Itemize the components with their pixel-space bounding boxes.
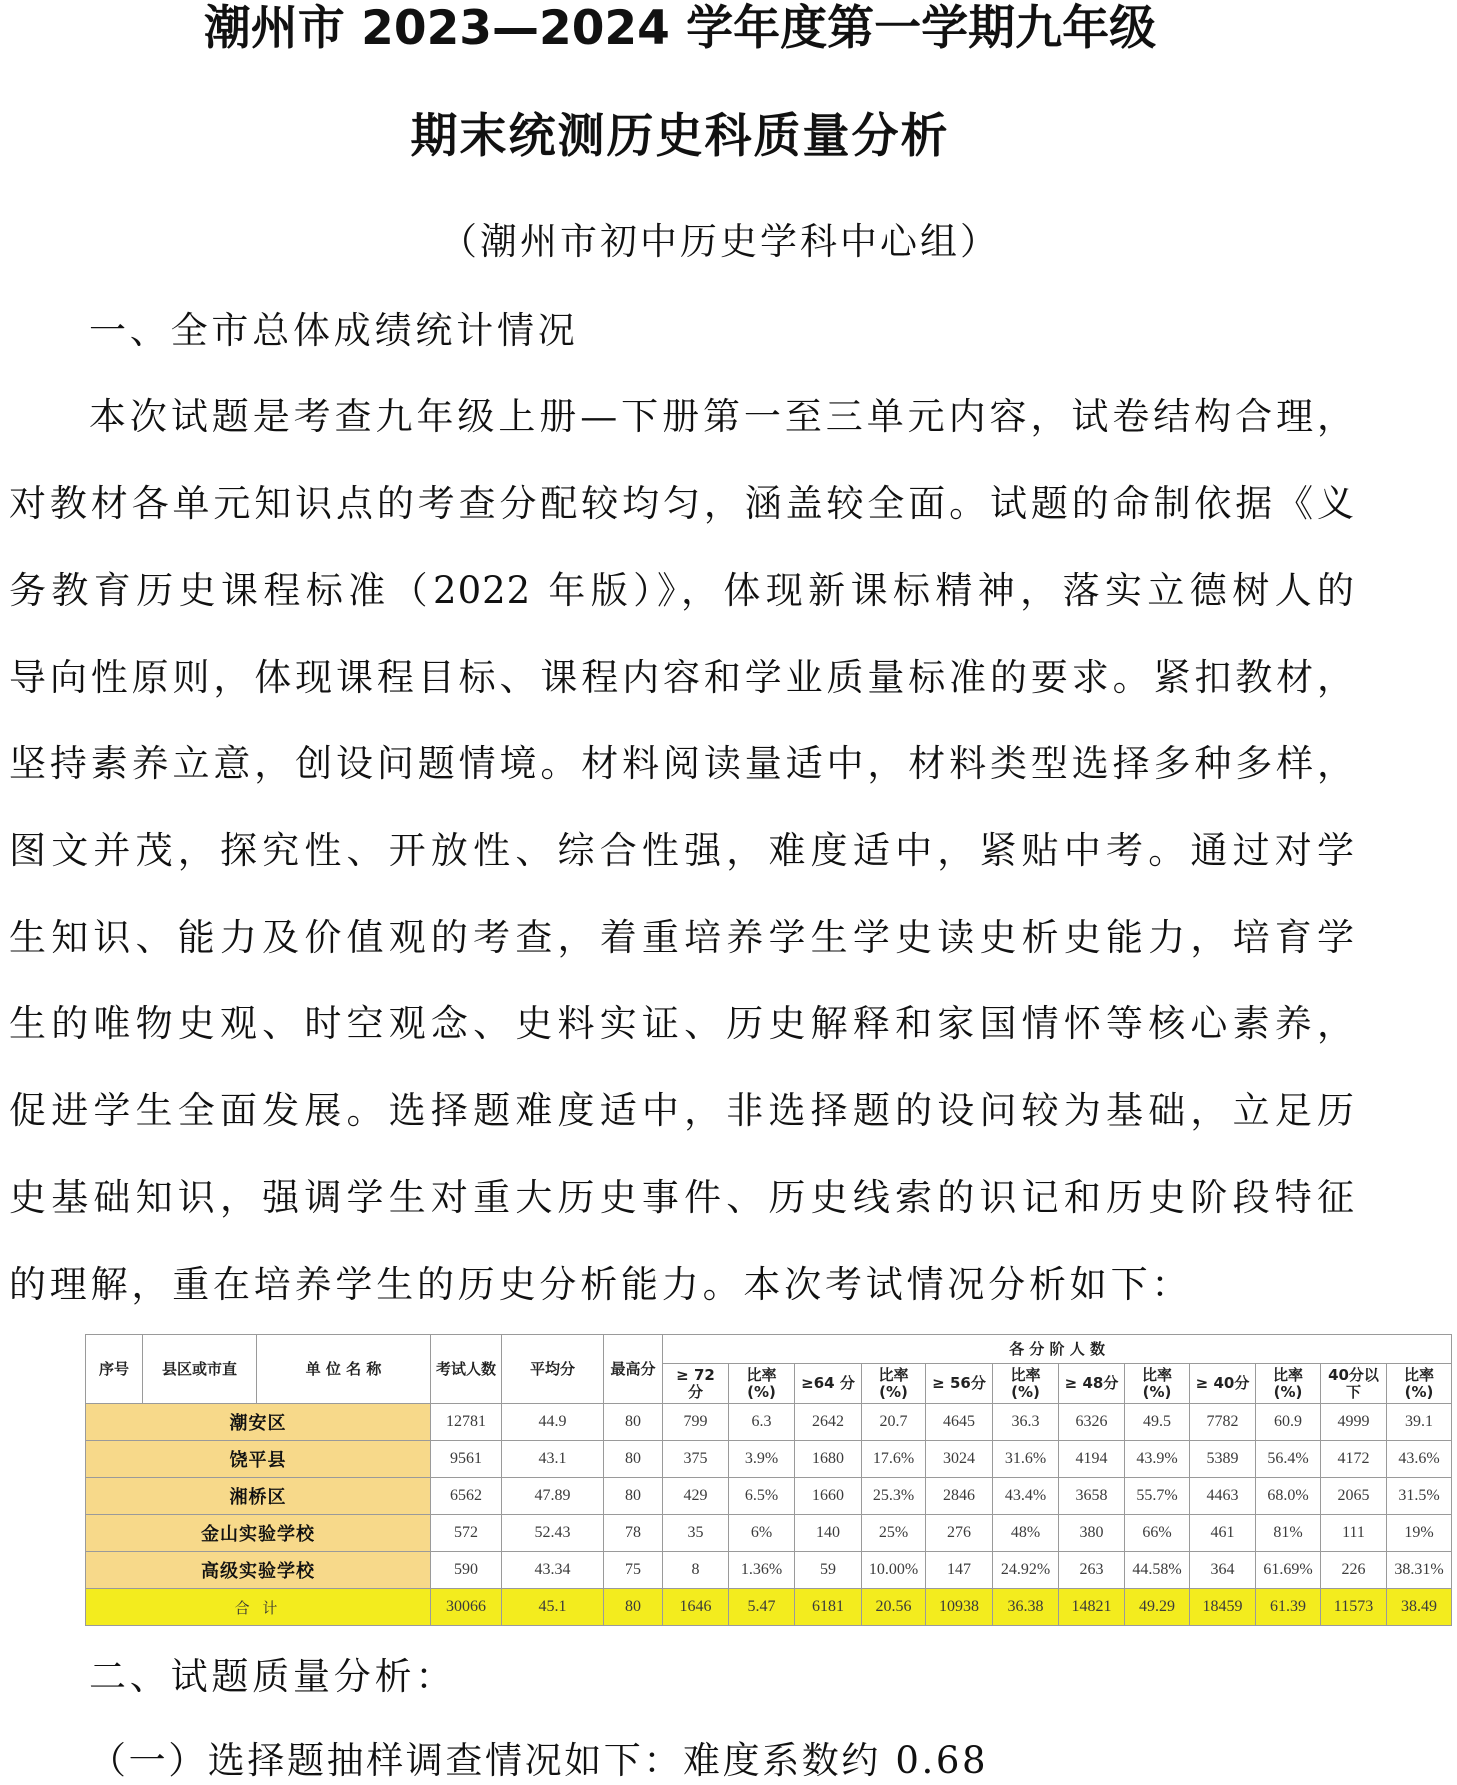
paragraph-line: 生知识、能力及价值观的考查，着重培养学生学史读史析史能力，培育学 — [9, 916, 1355, 959]
cell-ge56-rate: 31.6% — [993, 1441, 1059, 1478]
header-score-bands-group: 各 分 阶 人 数 — [663, 1335, 1452, 1364]
table-body — [86, 1404, 1452, 1626]
header-ge56: ≥ 56分 — [926, 1364, 993, 1404]
cell-below40-count: 11573 — [1321, 1589, 1387, 1626]
cell-ge48-count: 14821 — [1059, 1589, 1125, 1626]
cell-ge48-count: 4194 — [1059, 1441, 1125, 1478]
cell-ge40-count: 4463 — [1190, 1478, 1256, 1515]
paragraph-line: 生的唯物史观、时空观念、史料实证、历史解释和家国情怀等核心素养， — [9, 1002, 1355, 1045]
cell-average: 43.1 — [502, 1441, 604, 1478]
cell-max: 75 — [604, 1552, 663, 1589]
cell-ge56-rate: 48% — [993, 1515, 1059, 1552]
cell-ge72-count: 375 — [663, 1441, 729, 1478]
cell-ge72-count: 429 — [663, 1478, 729, 1515]
cell-ge48-rate: 49.29 — [1125, 1589, 1190, 1626]
cell-examinees: 590 — [431, 1552, 502, 1589]
section-2-heading: 二、试题质量分析： — [89, 1655, 457, 1698]
paragraph-line: 本次试题是考查九年级上册—下册第一至三单元内容，试卷结构合理， — [89, 395, 1355, 438]
cell-ge64-count: 2642 — [795, 1404, 862, 1441]
table-row — [86, 1441, 1452, 1478]
cell-ge72-count: 1646 — [663, 1589, 729, 1626]
cell-ge56-rate: 36.3 — [993, 1404, 1059, 1441]
unit-name: 饶平县 — [86, 1441, 431, 1478]
cell-ge64-rate: 25% — [862, 1515, 926, 1552]
cell-ge72-count: 8 — [663, 1552, 729, 1589]
cell-below40-rate: 39.1 — [1387, 1404, 1452, 1441]
cell-ge64-rate: 25.3% — [862, 1478, 926, 1515]
cell-ge64-rate: 17.6% — [862, 1441, 926, 1478]
cell-ge40-count: 364 — [1190, 1552, 1256, 1589]
cell-below40-count: 226 — [1321, 1552, 1387, 1589]
cell-max: 80 — [604, 1404, 663, 1441]
cell-ge40-rate: 81% — [1256, 1515, 1321, 1552]
cell-ge64-rate: 20.56 — [862, 1589, 926, 1626]
score-statistics-table — [85, 1334, 1452, 1626]
table-row — [86, 1552, 1452, 1589]
table-row — [86, 1404, 1452, 1441]
subsection-1-heading: （一）选择题抽样调查情况如下：难度系数约 0.68 — [89, 1739, 989, 1782]
cell-average: 43.34 — [502, 1552, 604, 1589]
cell-ge56-rate: 43.4% — [993, 1478, 1059, 1515]
cell-ge40-count: 461 — [1190, 1515, 1256, 1552]
cell-ge56-count: 276 — [926, 1515, 993, 1552]
total-label: 合 计 — [86, 1589, 431, 1626]
paragraph-line: 促进学生全面发展。选择题难度适中，非选择题的设问较为基础，立足历 — [9, 1089, 1355, 1132]
cell-average: 47.89 — [502, 1478, 604, 1515]
cell-ge72-count: 35 — [663, 1515, 729, 1552]
cell-examinees: 12781 — [431, 1404, 502, 1441]
cell-ge48-count: 6326 — [1059, 1404, 1125, 1441]
document-title-line-1: 潮州市 2023—2024 学年度第一学期九年级 — [203, 1, 1157, 56]
cell-ge56-count: 3024 — [926, 1441, 993, 1478]
cell-examinees: 572 — [431, 1515, 502, 1552]
cell-ge72-rate: 6.5% — [729, 1478, 795, 1515]
cell-below40-count: 2065 — [1321, 1478, 1387, 1515]
cell-ge48-rate: 66% — [1125, 1515, 1190, 1552]
cell-below40-count: 4172 — [1321, 1441, 1387, 1478]
paragraph-line: 导向性原则，体现课程目标、课程内容和学业质量标准的要求。紧扣教材， — [9, 656, 1355, 699]
cell-ge72-rate: 6.3 — [729, 1404, 795, 1441]
cell-ge48-rate: 44.58% — [1125, 1552, 1190, 1589]
header-row-1 — [86, 1335, 1452, 1364]
cell-average: 45.1 — [502, 1589, 604, 1626]
header-unit: 单 位 名 称 — [257, 1335, 431, 1404]
cell-ge64-count: 1660 — [795, 1478, 862, 1515]
cell-ge48-rate: 55.7% — [1125, 1478, 1190, 1515]
cell-ge48-count: 263 — [1059, 1552, 1125, 1589]
author-line: （潮州市初中历史学科中心组） — [440, 220, 1000, 263]
header-ge72: ≥ 72 分 — [663, 1364, 729, 1404]
header-average: 平均分 — [502, 1335, 604, 1404]
cell-ge40-count: 7782 — [1190, 1404, 1256, 1441]
cell-below40-rate: 38.49 — [1387, 1589, 1452, 1626]
cell-below40-rate: 38.31% — [1387, 1552, 1452, 1589]
header-ge64: ≥64 分 — [795, 1364, 862, 1404]
header-below40-rate: 比率(%) — [1387, 1364, 1452, 1404]
paragraph-line: 史基础知识，强调学生对重大历史事件、历史线索的识记和历史阶段特征 — [9, 1176, 1355, 1219]
header-ge48-rate: 比率(%) — [1125, 1364, 1190, 1404]
cell-max: 80 — [604, 1589, 663, 1626]
cell-ge48-count: 3658 — [1059, 1478, 1125, 1515]
unit-name: 金山实验学校 — [86, 1515, 431, 1552]
cell-ge72-rate: 1.36% — [729, 1552, 795, 1589]
header-ge48: ≥ 48分 — [1059, 1364, 1125, 1404]
cell-below40-rate: 31.5% — [1387, 1478, 1452, 1515]
cell-ge56-rate: 36.38 — [993, 1589, 1059, 1626]
cell-ge48-rate: 43.9% — [1125, 1441, 1190, 1478]
header-examinees: 考试人数 — [431, 1335, 502, 1404]
unit-name: 高级实验学校 — [86, 1552, 431, 1589]
document-title-line-2: 期末统测历史科质量分析 — [410, 109, 950, 164]
total-row — [86, 1589, 1452, 1626]
cell-ge40-rate: 61.69% — [1256, 1552, 1321, 1589]
cell-ge40-rate: 60.9 — [1256, 1404, 1321, 1441]
cell-ge56-rate: 24.92% — [993, 1552, 1059, 1589]
cell-max: 78 — [604, 1515, 663, 1552]
cell-ge64-rate: 10.00% — [862, 1552, 926, 1589]
cell-ge48-count: 380 — [1059, 1515, 1125, 1552]
header-ge40-rate: 比率(%) — [1256, 1364, 1321, 1404]
header-ge40: ≥ 40分 — [1190, 1364, 1256, 1404]
cell-ge40-rate: 61.39 — [1256, 1589, 1321, 1626]
cell-average: 44.9 — [502, 1404, 604, 1441]
cell-examinees: 30066 — [431, 1589, 502, 1626]
cell-max: 80 — [604, 1478, 663, 1515]
cell-ge72-rate: 6% — [729, 1515, 795, 1552]
cell-ge56-count: 147 — [926, 1552, 993, 1589]
cell-average: 52.43 — [502, 1515, 604, 1552]
paragraph-line: 图文并茂，探究性、开放性、综合性强，难度适中，紧贴中考。通过对学 — [9, 829, 1355, 872]
cell-below40-rate: 19% — [1387, 1515, 1452, 1552]
cell-ge40-rate: 56.4% — [1256, 1441, 1321, 1478]
table-header — [86, 1335, 1452, 1404]
cell-ge64-count: 6181 — [795, 1589, 862, 1626]
cell-ge64-count: 1680 — [795, 1441, 862, 1478]
cell-ge56-count: 10938 — [926, 1589, 993, 1626]
cell-ge56-count: 2846 — [926, 1478, 993, 1515]
header-index: 序号 — [86, 1335, 143, 1404]
cell-ge72-rate: 3.9% — [729, 1441, 795, 1478]
header-ge64-rate: 比率(%) — [862, 1364, 926, 1404]
cell-max: 80 — [604, 1441, 663, 1478]
cell-below40-rate: 43.6% — [1387, 1441, 1452, 1478]
header-district: 县区或市直 — [143, 1335, 257, 1404]
paragraph-line: 对教材各单元知识点的考查分配较均匀，涵盖较全面。试题的命制依据《义 — [9, 482, 1355, 525]
paragraph-line: 的理解，重在培养学生的历史分析能力。本次考试情况分析如下： — [9, 1263, 1193, 1306]
cell-ge40-count: 5389 — [1190, 1441, 1256, 1478]
cell-below40-count: 111 — [1321, 1515, 1387, 1552]
cell-ge40-rate: 68.0% — [1256, 1478, 1321, 1515]
cell-ge64-rate: 20.7 — [862, 1404, 926, 1441]
header-ge56-rate: 比率(%) — [993, 1364, 1059, 1404]
cell-examinees: 6562 — [431, 1478, 502, 1515]
unit-name: 湘桥区 — [86, 1478, 431, 1515]
header-max: 最高分 — [604, 1335, 663, 1404]
section-1-heading: 一、全市总体成绩统计情况 — [89, 309, 579, 352]
cell-ge56-count: 4645 — [926, 1404, 993, 1441]
paragraph-line: 务教育历史课程标准（2022 年版）》，体现新课标精神，落实立德树人的 — [9, 569, 1355, 612]
cell-ge40-count: 18459 — [1190, 1589, 1256, 1626]
cell-ge64-count: 59 — [795, 1552, 862, 1589]
cell-below40-count: 4999 — [1321, 1404, 1387, 1441]
cell-ge72-count: 799 — [663, 1404, 729, 1441]
unit-name: 潮安区 — [86, 1404, 431, 1441]
table-row — [86, 1515, 1452, 1552]
header-ge72-rate: 比率(%) — [729, 1364, 795, 1404]
paragraph-line: 坚持素养立意，创设问题情境。材料阅读量适中，材料类型选择多种多样， — [9, 742, 1355, 785]
cell-ge48-rate: 49.5 — [1125, 1404, 1190, 1441]
cell-ge72-rate: 5.47 — [729, 1589, 795, 1626]
cell-ge64-count: 140 — [795, 1515, 862, 1552]
header-below40: 40分以下 — [1321, 1364, 1387, 1404]
table-row — [86, 1478, 1452, 1515]
cell-examinees: 9561 — [431, 1441, 502, 1478]
